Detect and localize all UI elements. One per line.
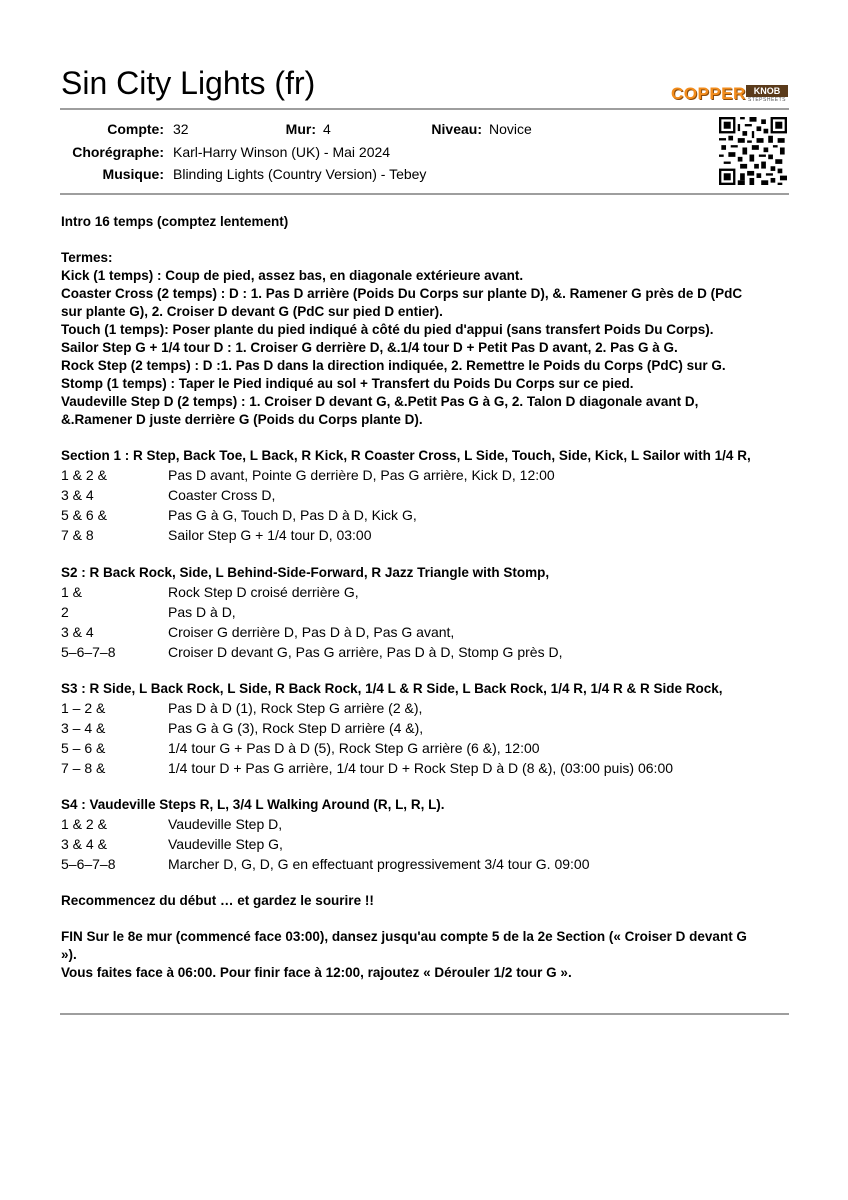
- choreographer-value: Karl-Harry Winson (UK) - Mai 2024: [173, 144, 391, 160]
- step-count: 3 & 4: [61, 624, 94, 640]
- footer-divider: [60, 1013, 789, 1015]
- step-description: Vaudeville Step G,: [168, 836, 283, 852]
- copperknob-logo: [671, 83, 789, 107]
- section-1-heading: Section 1 : R Step, Back Toe, L Back, R Kick, R Coaster Cross, L Side, Touch, Side, Kick, L Sailor with 1/4 R,: [61, 448, 751, 463]
- count-label: Compte:: [107, 121, 164, 137]
- info-divider: [60, 193, 789, 195]
- level-label: Niveau:: [431, 121, 482, 137]
- section-3-heading: S3 : R Side, L Back Rock, L Side, R Back Rock, 1/4 L & R Side, L Back Rock, 1/4 R, 1/4 R & R Side Rock,: [61, 681, 723, 696]
- header-divider: [60, 108, 789, 110]
- logo-box-text: KNOB: [746, 85, 788, 97]
- step-count: 5 – 6 &: [61, 740, 106, 756]
- step-description: Croiser D devant G, Pas G arrière, Pas D à D, Stomp G près D,: [168, 644, 563, 660]
- wall-label: Mur:: [285, 121, 316, 137]
- step-count: 5–6–7–8: [61, 644, 116, 660]
- step-count: 7 – 8 &: [61, 760, 106, 776]
- step-description: Marcher D, G, D, G en effectuant progressivement 3/4 tour G. 09:00: [168, 856, 590, 872]
- page-title: Sin City Lights (fr): [61, 65, 316, 101]
- step-count: 3 & 4 &: [61, 836, 107, 852]
- qr-code-icon: [719, 117, 787, 185]
- logo-main-text: COPPER: [671, 84, 746, 103]
- terms-line: sur plante G), 2. Croiser D devant G (PdC sur pied D entier).: [61, 304, 443, 319]
- step-description: Pas G à G, Touch D, Pas D à D, Kick G,: [168, 507, 417, 523]
- step-count: 3 – 4 &: [61, 720, 106, 736]
- step-count: 1 &: [61, 584, 83, 600]
- terms-heading: Termes:: [61, 250, 113, 265]
- terms-line: Touch (1 temps): Poser plante du pied indiqué à côté du pied d'appui (sans transfert Poids Du Corps).: [61, 322, 714, 337]
- step-description: Pas G à G (3), Rock Step D arrière (4 &),: [168, 720, 424, 736]
- music-value: Blinding Lights (Country Version) - Tebey: [173, 166, 427, 182]
- ending-line: »).: [61, 947, 77, 962]
- step-count: 5 & 6 &: [61, 507, 107, 523]
- wall-value: 4: [323, 121, 331, 137]
- terms-line: Vaudeville Step D (2 temps) : 1. Croiser D devant G, &.Petit Pas G à G, 2. Talon D diagonale avant D,: [61, 394, 699, 409]
- step-description: Pas D avant, Pointe G derrière D, Pas G arrière, Kick D, 12:00: [168, 467, 555, 483]
- terms-line: Stomp (1 temps) : Taper le Pied indiqué au sol + Transfert du Poids Du Corps sur ce pied.: [61, 376, 634, 391]
- step-count: 2: [61, 604, 69, 620]
- step-description: Sailor Step G + 1/4 tour D, 03:00: [168, 527, 372, 543]
- terms-line: Kick (1 temps) : Coup de pied, assez bas, en diagonale extérieure avant.: [61, 268, 524, 283]
- terms-line: Coaster Cross (2 temps) : D : 1. Pas D arrière (Poids Du Corps sur plante D), &. Ramener G près de D (PdC: [61, 286, 743, 301]
- step-count: 3 & 4: [61, 487, 94, 503]
- level-value: Novice: [489, 121, 532, 137]
- step-description: Vaudeville Step D,: [168, 816, 283, 832]
- step-count: 5–6–7–8: [61, 856, 116, 872]
- step-description: Rock Step D croisé derrière G,: [168, 584, 359, 600]
- step-count: 1 & 2 &: [61, 816, 107, 832]
- music-label: Musique:: [102, 166, 164, 182]
- step-count: 1 – 2 &: [61, 700, 106, 716]
- terms-line: Sailor Step G + 1/4 tour D : 1. Croiser G derrière D, &.1/4 tour D + Petit Pas D avant, 2. Pas G à G.: [61, 340, 678, 355]
- step-count: 1 & 2 &: [61, 467, 107, 483]
- step-description: 1/4 tour D + Pas G arrière, 1/4 tour D + Rock Step D à D (8 &), (03:00 puis) 06:00: [168, 760, 674, 776]
- section-4-heading: S4 : Vaudeville Steps R, L, 3/4 L Walking Around (R, L, R, L).: [61, 797, 445, 812]
- step-count: 7 & 8: [61, 527, 94, 543]
- terms-line: &.Ramener D juste derrière G (Poids du Corps plante D).: [61, 412, 423, 427]
- count-value: 32: [173, 121, 189, 137]
- intro-text: Intro 16 temps (comptez lentement): [61, 214, 289, 229]
- step-description: Croiser G derrière D, Pas D à D, Pas G avant,: [168, 624, 455, 640]
- choreographer-label: Chorégraphe:: [72, 144, 164, 160]
- ending-line: FIN Sur le 8e mur (commencé face 03:00), dansez jusqu'au compte 5 de la 2e Section (« Croiser D devant G: [61, 929, 747, 944]
- terms-line: Rock Step (2 temps) : D :1. Pas D dans la direction indiquée, 2. Remettre le Poids du Corps (PdC) sur G.: [61, 358, 726, 373]
- ending-line: Vous faites face à 06:00. Pour finir face à 12:00, rajoutez « Dérouler 1/2 tour G ».: [61, 965, 572, 980]
- step-description: Coaster Cross D,: [168, 487, 276, 503]
- step-description: 1/4 tour G + Pas D à D (5), Rock Step G arrière (6 &), 12:00: [168, 740, 540, 756]
- logo-sub-text: STEPSHEETS: [747, 97, 787, 103]
- step-description: Pas D à D (1), Rock Step G arrière (2 &),: [168, 700, 423, 716]
- step-description: Pas D à D,: [168, 604, 236, 620]
- restart-note: Recommencez du début … et gardez le sourire !!: [61, 893, 374, 908]
- section-2-heading: S2 : R Back Rock, Side, L Behind-Side-Forward, R Jazz Triangle with Stomp,: [61, 565, 550, 580]
